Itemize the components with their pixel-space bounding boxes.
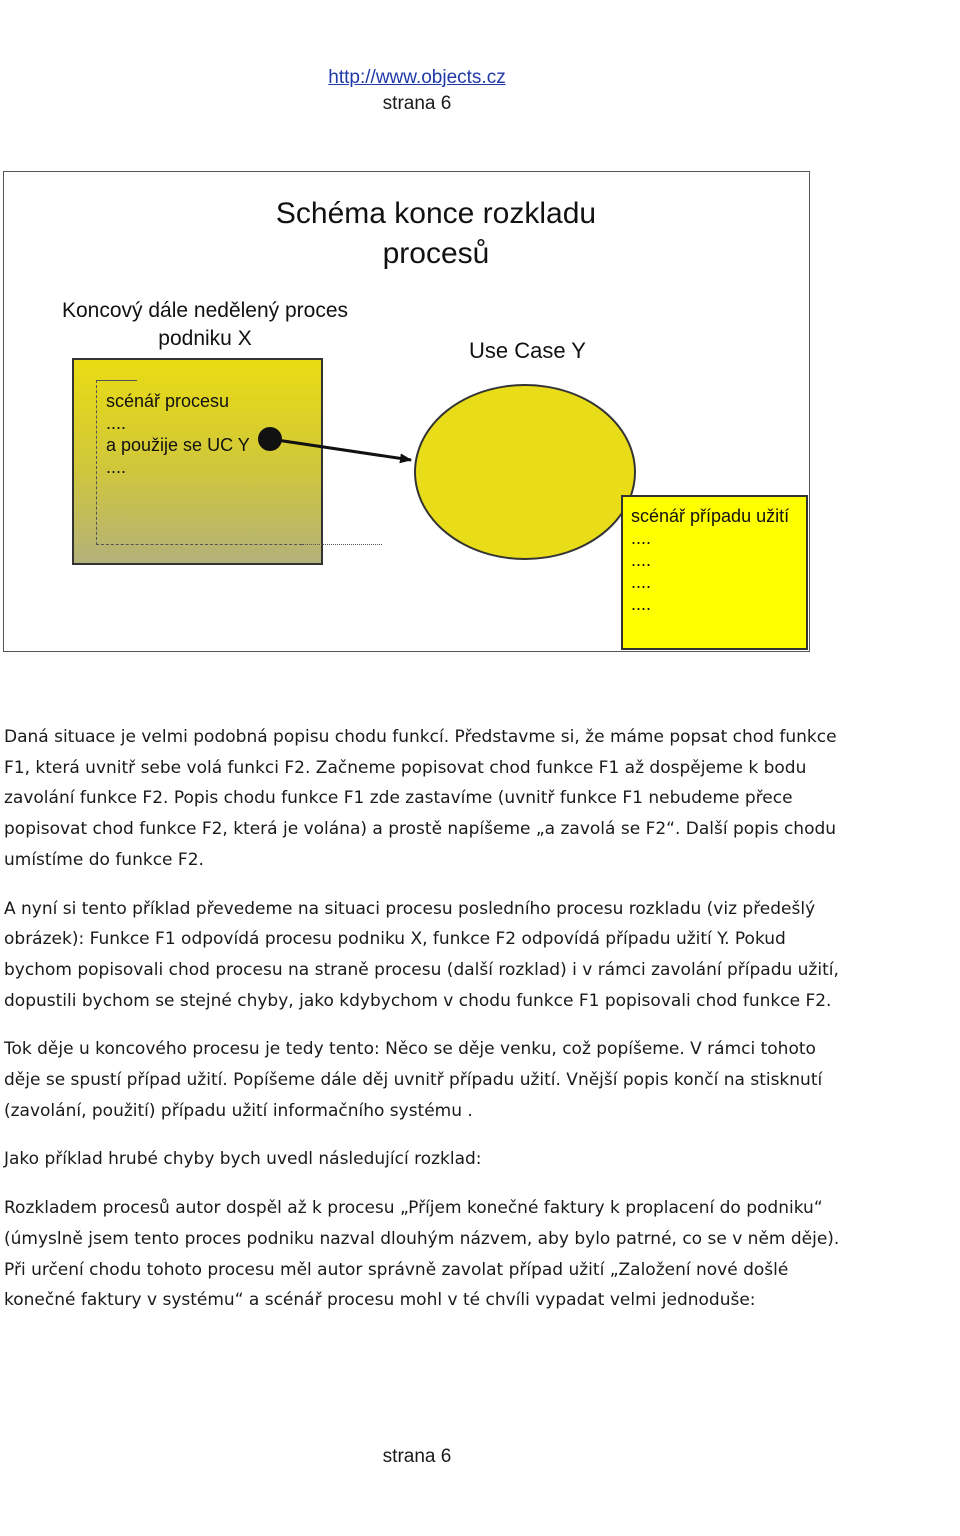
page-header-number: strana 6 xyxy=(382,93,452,114)
use-case-scenario-box xyxy=(621,495,808,650)
use-case-scenario-text xyxy=(631,505,789,615)
scenario-line: .... xyxy=(106,413,127,433)
scenario-line: .... xyxy=(631,572,652,592)
body-text xyxy=(4,722,844,1334)
paragraph: Tok děje u koncového procesu je tedy tento: Něco se děje venku, což popíšeme. V rámci tohoto děje se spustí případ užití. Popíšeme dále děj uvnitř případu užití. Vnější popis končí na stisknutí (zavolání, použití) případu užití informačního systému . xyxy=(4,1039,823,1121)
scenario-line: scénář případu užití xyxy=(631,506,790,526)
scenario-line: scénář procesu xyxy=(106,391,230,411)
page-footer-number: strana 6 xyxy=(382,1446,452,1467)
scenario-line: .... xyxy=(631,594,652,614)
scenario-line: .... xyxy=(106,457,127,477)
call-line xyxy=(270,439,411,460)
page-header-url xyxy=(0,67,834,89)
website-link[interactable]: http://www.objects.cz xyxy=(328,67,506,88)
scenario-line: a použije se UC Y xyxy=(106,435,250,455)
process-decomposition-diagram xyxy=(3,171,810,652)
paragraph: A nyní si tento příklad převedeme na situaci procesu posledního procesu rozkladu (viz předešlý obrázek): Funkce F1 odpovídá procesu podniku X, funkce F2 odpovídá případu užití Y. Pokud bychom popisovali chod procesu na straně procesu (další rozklad) i v rámci zavolání případu užití, dopustili bychom se stejné chyby, jako kdybychom v chodu funkce F1 popisovali chod funkce F2. xyxy=(4,898,839,1011)
process-label: Koncový dále nedělený proces podniku X xyxy=(61,299,349,350)
scenario-line: .... xyxy=(631,528,652,548)
paragraph: Daná situace je velmi podobná popisu chodu funkcí. Představme si, že máme popsat chod funkce F1, která uvnitř sebe volá funkci F2. Začneme popisovat chod funkce F1 až dospějeme k bodu zavolání funkce F2. Popis chodu funkce F1 zde zastavíme (uvnitř funkce F1 nebudeme přece popisovat chod funkce F2, která je volána) a prostě napíšeme „a zavolá se F2“. Další popis chodu umístíme do funkce F2. xyxy=(4,727,837,870)
paragraph: Rozkladem procesů autor dospěl až k procesu „Příjem konečné faktury k proplacení do podniku“ (úmyslně jsem tento proces podniku nazval dlouhým názvem, aby bylo patrné, co se v něm děje). Při určení chodu tohoto procesu měl autor správně zavolat případ užití „Založení nové došlé konečné faktury v systému“ a scénář procesu mohl v té chvíli vypadat velmi jednoduše: xyxy=(4,1198,840,1311)
paragraph: Jako příklad hrubé chyby bych uvedl následující rozklad: xyxy=(4,1149,482,1170)
scenario-line: .... xyxy=(631,550,652,570)
use-case-label: Use Case Y xyxy=(469,338,586,363)
diagram-title: Schéma konce rozkladu procesů xyxy=(275,197,597,270)
